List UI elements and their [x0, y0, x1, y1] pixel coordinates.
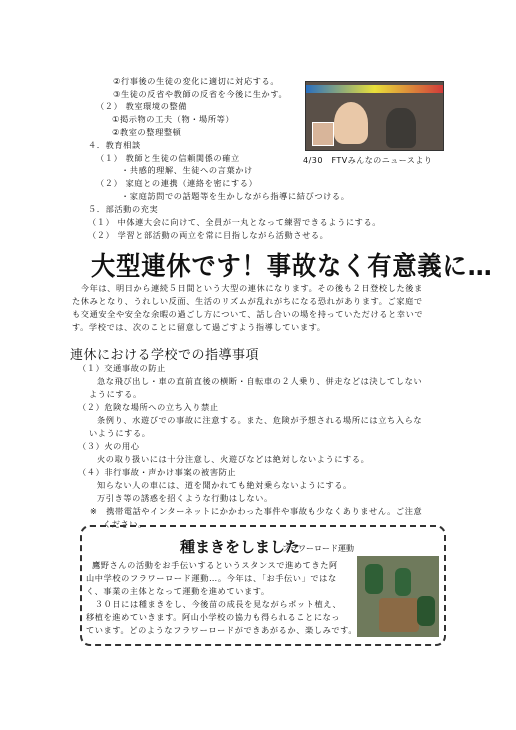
headline: 大型連休です！事故なく有意義に…	[91, 252, 493, 282]
box-subtitle: フラワーロード運動	[282, 544, 354, 553]
guidance-heading: （４）非行事故・声かけ事案の被害防止	[78, 467, 237, 477]
plan-line: （１） 中体連大会に向けて、全員が一丸となって練習できるようにする。	[88, 217, 382, 227]
photo-person	[334, 102, 368, 144]
box-line: く、事業の主体となって運動を進めています。	[86, 586, 270, 596]
plan-line: ②教室の整理整頓	[112, 127, 182, 137]
guidance-note: ください。	[103, 519, 147, 529]
guidance-line: 火の取り扱いには十分注意し、火遊びなどは絶対しないようにする。	[97, 454, 370, 464]
intro-line: す。学校では、次のことに留意して過ごすよう指導しています。	[72, 322, 326, 332]
guidance-heading: （１）交通事故の防止	[78, 363, 166, 373]
box-line: 山中学校のフラワーロード運動…。今年は、「お手伝い」ではな	[86, 573, 337, 583]
box-line: ています。どのようなフラワーロードができあがるか、楽しみです。	[86, 625, 358, 635]
plan-subheading: （２） 家庭との連携（連絡を密にする）	[96, 178, 258, 188]
plan-heading: ５．部活動の充実	[88, 204, 159, 214]
seeding-photo	[357, 556, 439, 637]
photo-inset	[312, 122, 334, 146]
plan-line: （２） 学習と部活動の両立を常に目指しながら活動させる。	[88, 230, 329, 240]
photo-person	[417, 596, 435, 626]
intro-line: 今年は、明日から連続５日間という大型の連休になります。その後も２日登校した後ま	[72, 283, 423, 293]
plan-heading: ４．教育相談	[88, 140, 141, 150]
box-line: 移植を進めていきます。阿山小学校の協力も得られることになっ	[86, 612, 341, 622]
photo-person	[395, 568, 411, 596]
intro-line: た休みとなり、うれしい反面、生活のリズムが乱れがちになる恐れがあります。ご家庭で	[72, 296, 423, 306]
guidance-line: いようにする。	[89, 428, 151, 438]
photo-person	[365, 564, 383, 594]
intro-line: も交通安全や安全な余暇の過ごし方について、話し合いの場を持っていただけると幸いで	[72, 309, 424, 319]
section-heading: 連休における学校での指導事項	[70, 348, 260, 363]
seed-tray	[379, 598, 419, 632]
guidance-line: 急な飛び出し・車の直前直後の横断・自転車の２人乗り、併走などは決してしない	[97, 376, 423, 386]
plan-line: ②行事後の生徒の変化に適切に対応する。	[113, 76, 280, 86]
guidance-note: ※ 携帯電話やインターネットにかかわった事件や事故も少なくありません。ご注意	[90, 506, 423, 516]
news-photo	[305, 81, 444, 151]
guidance-line: ようにする。	[89, 389, 142, 399]
guidance-line: 条例り、水遊びでの事故に注意する。また、危険が予想される場所には立ち入らな	[97, 415, 423, 425]
guidance-line: 知らない人の車には、道を聞かれても絶対乗らないようにする。	[97, 480, 352, 490]
guidance-heading: （２）危険な場所への立ち入り禁止	[78, 402, 219, 412]
plan-subheading: （１） 教師と生徒の信頼関係の確立	[96, 153, 240, 163]
plan-line: ③生徒の反省や教師の反省を今後に生かす。	[113, 89, 288, 99]
plan-line: ・共感的理解、生徒への言葉かけ	[121, 165, 253, 175]
guidance-heading: （３）火の用心	[78, 441, 140, 451]
photo-caption: 4/30 FTVみんなのニュースより	[303, 156, 433, 165]
box-line: ３０日には種まきをし、今後苗の成長を見ながらポット植え、	[86, 599, 342, 609]
plan-line: ・家庭訪問での話題等を生かしながら指導に結びつける。	[121, 191, 350, 201]
plan-line: ①掲示物の工夫（物・場所等）	[112, 114, 235, 124]
tv-banner	[306, 85, 443, 93]
photo-person	[386, 108, 416, 148]
box-line: 鷹野さんの活動をお手伝いするというスタンスで進めてきた阿	[92, 560, 338, 570]
guidance-line: 万引き等の誘惑を招くような行動はしない。	[97, 493, 273, 503]
plan-subheading: （２） 教室環境の整備	[96, 101, 188, 111]
box-title: 種まきをしました	[180, 538, 301, 556]
